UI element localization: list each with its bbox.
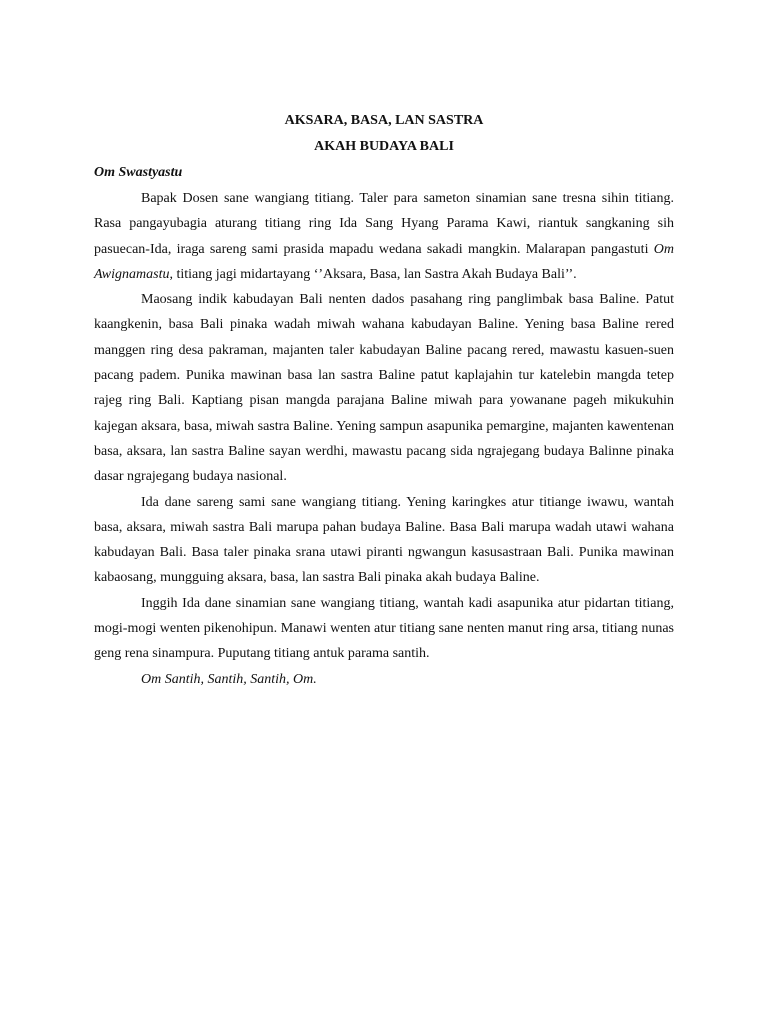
paragraph-1-part-2: , titiang jagi midartayang ‘’Aksara, Basa, lan Sastra Akah Budaya Bali’’. [169, 266, 577, 282]
paragraph-3: Ida dane sareng sami sane wangiang titiang. Yening karingkes atur titiange iwawu, wantah basa, aksara, miwah sastra Bali marupa pahan budaya Baline. Basa Bali marupa wadah utawi wahana kabudayan Bali. Basa taler pinaka srana utawi piranti ngwangun kasusastraan Bali. Punika mawinan kabaosang, mungguing aksara, basa, lan sastra Bali pinaka akah budaya Baline. [94, 494, 674, 586]
paragraph-1 [94, 186, 674, 287]
greeting: Om Swastyastu [94, 165, 183, 180]
closing: Om Santih, Santih, Santih, Om. [141, 671, 317, 687]
document-page [94, 108, 674, 693]
title-line-2: AKAH BUDAYA BALI [314, 139, 454, 154]
paragraph-2: Maosang indik kabudayan Bali nenten dados pasahang ring panglimbak basa Baline. Patut kaangkenin, basa Bali pinaka wadah miwah wahana kabudayan Baline. Yening basa Baline rered manggen ring desa pakraman, majanten taler kabudayan Baline pacang rered, mawastu kasuen-suen pacang padem. Punika mawinan basa lan sastra Baline patut kaplajahin tur katelebin mangda tetep rajeg ring Bali. Kaptiang pisan mangda parajana Baline miwah para yowanane pageh mikukuhin kajegan aksara, basa, miwah sastra Baline. Yening sampun asapunika pemargine, majanten kawentenan basa, aksara, lan sastra Baline sayan werdhi, mawastu pacang sida ngrajegang budaya Balinne pinaka dasar ngrajegang budaya nasional. [94, 292, 674, 485]
paragraph-1-italic: Om Awignamastu [94, 241, 674, 282]
title-line-1: AKSARA, BASA, LAN SASTRA [284, 113, 484, 128]
paragraph-1-part-1: Bapak Dosen sane wangiang titiang. Taler para sameton sinamian sane tresna sihin titiang. Rasa pangayubagia aturang titiang ring Ida Sang Hyang Parama Kawi, riantuk sangkaning sih pasuecan-Ida, iraga sareng sami prasida mapadu wedana sakadi mangkin. Malarapan pangastuti [94, 191, 674, 257]
paragraph-4: Inggih Ida dane sinamian sane wangiang titiang, wantah kadi asapunika atur pidartan titiang, mogi-mogi wenten pikenohipun. Manawi wenten atur titiang sane nenten manut ring arsa, titiang nunas geng rena sinampura. Puputang titiang antuk parama santih. [94, 595, 674, 662]
